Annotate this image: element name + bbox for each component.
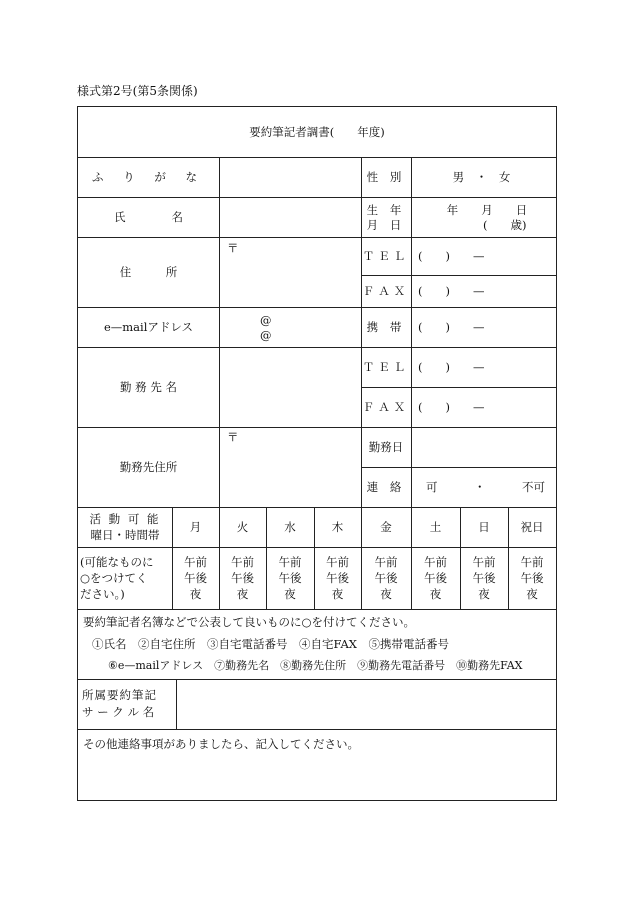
divider: [78, 547, 556, 548]
option-night[interactable]: 夜: [189, 587, 202, 601]
circle-label-1: 所属要約筆記: [82, 688, 157, 702]
home-tel-label: ＴＥＬ: [362, 249, 410, 263]
publish-note: 要約筆記者名簿などで公表して良いものに○を付けてください。: [83, 615, 416, 629]
work-postal-mark: 〒: [227, 430, 239, 444]
work-days-label: 勤務日: [368, 440, 404, 454]
contact-ng: 不可: [522, 480, 545, 494]
email-at-2: @: [260, 328, 272, 342]
option-morning[interactable]: 午前: [374, 555, 398, 569]
work-days-input[interactable]: [412, 428, 555, 466]
email-at-1: @: [260, 313, 272, 327]
mark-instruction-line: ○をつけてく: [80, 571, 148, 585]
option-afternoon[interactable]: 午後: [520, 571, 544, 585]
option-morning[interactable]: 午前: [278, 555, 302, 569]
option-night[interactable]: 夜: [236, 587, 249, 601]
furigana-label: ふ り が な: [92, 170, 205, 184]
time-options-friday[interactable]: [361, 554, 411, 602]
form-number: 様式第2号(第5条関係): [77, 84, 198, 98]
other-notes-input[interactable]: [79, 755, 555, 799]
work-tel-label: ＴＥＬ: [362, 360, 410, 374]
divider: [78, 609, 556, 610]
mobile-label: 携 帯: [366, 320, 406, 334]
other-note: その他連絡事項がありましたら、記入してください。: [83, 737, 359, 751]
time-options-tuesday[interactable]: [219, 554, 266, 602]
day-thursday: 木: [331, 520, 344, 534]
divider: [78, 237, 556, 238]
option-afternoon[interactable]: 午後: [278, 571, 302, 585]
option-afternoon[interactable]: 午後: [374, 571, 398, 585]
circle-label-2: サ ー ク ル 名: [82, 705, 155, 719]
home-fax-value: ( ) —: [418, 284, 485, 298]
workplace-address-label: 勤務先住所: [119, 460, 178, 474]
time-options-monday[interactable]: [172, 554, 219, 602]
day-tuesday: 火: [236, 520, 249, 534]
divider: [361, 387, 556, 388]
time-options-saturday[interactable]: [411, 554, 460, 602]
work-tel-value: ( ) —: [418, 360, 485, 374]
time-options-wednesday[interactable]: [266, 554, 314, 602]
day-monday: 月: [189, 520, 202, 534]
contact-dot: ・: [474, 480, 486, 494]
option-afternoon[interactable]: 午後: [472, 571, 496, 585]
option-afternoon[interactable]: 午後: [424, 571, 447, 585]
home-fax-label: ＦＡＸ: [362, 284, 410, 298]
birth-label-2: 月 日: [366, 218, 406, 232]
workplace-label: 勤 務 先 名: [120, 380, 177, 394]
option-afternoon[interactable]: 午後: [184, 571, 207, 585]
option-night[interactable]: 夜: [526, 587, 538, 601]
option-night[interactable]: 夜: [478, 587, 490, 601]
contact-ok: 可: [426, 480, 438, 494]
option-morning[interactable]: 午前: [326, 555, 349, 569]
activity-label-2: 曜日・時間帯: [90, 528, 160, 542]
day-holiday: 祝日: [520, 520, 544, 534]
divider: [78, 507, 556, 508]
age-value: ( 歳): [483, 218, 527, 232]
publish-items-line-1[interactable]: ①氏名 ②自宅住所 ③自宅電話番号 ④自宅FAX ⑤携帯電話番号: [92, 637, 449, 651]
name-label: 氏 名: [114, 210, 183, 224]
option-morning[interactable]: 午前: [472, 555, 496, 569]
email-label: e—mailアドレス: [103, 320, 194, 334]
home-tel-value: ( ) —: [418, 249, 485, 263]
mark-instruction-line: ださい。): [80, 587, 125, 601]
option-night[interactable]: 夜: [284, 587, 296, 601]
mark-instruction-line: (可能なものに: [80, 555, 154, 569]
time-options-holiday[interactable]: [508, 554, 556, 602]
day-wednesday: 水: [284, 520, 296, 534]
mark-instruction: [80, 554, 172, 602]
option-night[interactable]: 夜: [331, 587, 344, 601]
gender-label: 性 別: [366, 170, 406, 184]
option-morning[interactable]: 午前: [424, 555, 447, 569]
gender-value: 男 ・ 女: [452, 170, 515, 184]
circle-name-input[interactable]: [177, 680, 555, 728]
form-title: 要約筆記者調書( 年度): [249, 125, 385, 139]
name-input[interactable]: [220, 198, 360, 236]
workplace-input[interactable]: [220, 348, 360, 426]
day-saturday: 土: [429, 520, 442, 534]
address-label: 住 所: [119, 265, 178, 279]
option-morning[interactable]: 午前: [184, 555, 207, 569]
activity-label-1: 活 動 可 能: [89, 512, 161, 526]
option-night[interactable]: 夜: [429, 587, 442, 601]
time-options-thursday[interactable]: [314, 554, 361, 602]
postal-mark: 〒: [227, 241, 239, 255]
address-input[interactable]: [220, 255, 360, 305]
option-afternoon[interactable]: 午後: [326, 571, 349, 585]
option-afternoon[interactable]: 午後: [231, 571, 254, 585]
divider: [361, 467, 556, 468]
work-fax-label: ＦＡＸ: [362, 400, 410, 414]
divider: [78, 307, 556, 308]
time-options-sunday[interactable]: [460, 554, 508, 602]
day-friday: 金: [380, 520, 392, 534]
mobile-value: ( ) —: [418, 320, 485, 334]
divider: [78, 729, 556, 730]
birth-label-1: 生 年: [366, 203, 406, 217]
publish-items-line-2[interactable]: ⑥e—mailアドレス ⑦勤務先名 ⑧勤務先住所 ⑨勤務先電話番号 ⑩勤務先FAX: [108, 659, 523, 672]
option-morning[interactable]: 午前: [231, 555, 254, 569]
option-morning[interactable]: 午前: [520, 555, 544, 569]
divider: [361, 275, 556, 276]
day-sunday: 日: [478, 520, 490, 534]
work-fax-value: ( ) —: [418, 400, 485, 414]
birth-date-value: 年 月 日: [446, 203, 528, 217]
furigana-input[interactable]: [220, 158, 360, 196]
contact-label: 連 絡: [366, 480, 406, 494]
survey-form: [77, 106, 557, 801]
option-night[interactable]: 夜: [380, 587, 392, 601]
